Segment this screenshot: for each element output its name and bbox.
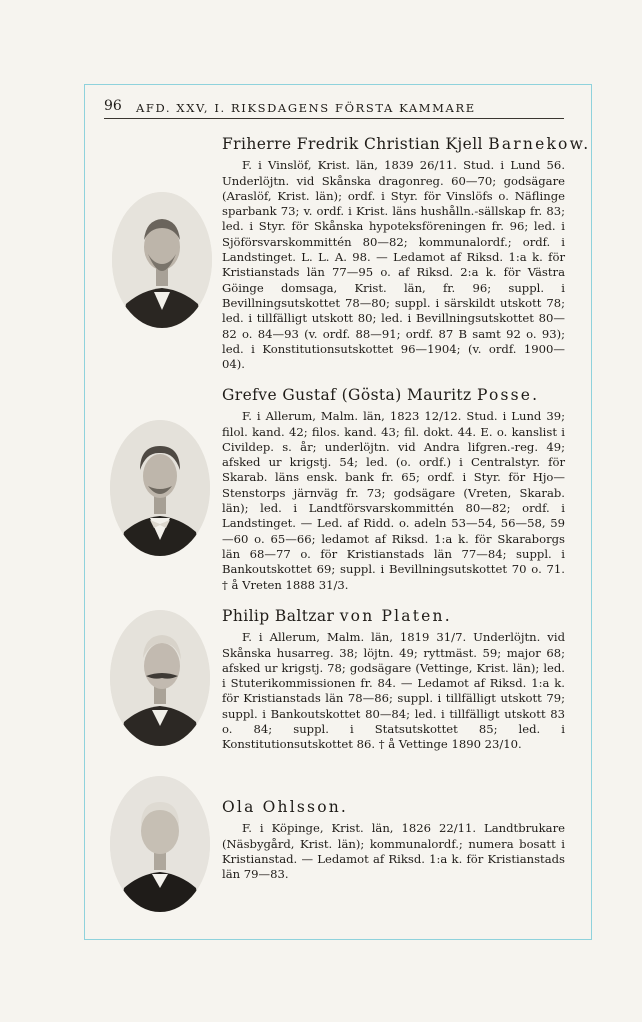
portrait-barnekow <box>112 192 212 328</box>
name-plain: Grefve Gustaf (Gösta) Mauritz <box>222 386 477 404</box>
name-plain: Friherre Fredrik Christian Kjell <box>222 135 489 153</box>
entry-biography: F. i Köpinge, Krist. län, 1826 22/11. Landtbrukare (Näsbygård, Krist. län); kommunalordf.; numera bosatt i Kristianstad. — Ledamot af Riksd. 1:a k. för Kristianstads län 79—83. <box>222 821 565 882</box>
name-spaced: Posse. <box>476 386 540 404</box>
entry-barnekow <box>222 135 591 372</box>
running-title: AFD. XXV, I. RIKSDAGENS FÖRSTA KAMMARE <box>136 101 476 115</box>
portrait-ohlsson <box>110 776 210 912</box>
entry-biography: F. i Allerum, Malm. län, 1819 31/7. Underlöjtn. vid Skånska husarreg. 38; löjtn. 49; ryttmäst. 59; major 68; afsked ur krigstj. 78; godsägare (Vettinge, Krist. län); led. i Stuterikommissionen fr. 84. — Ledamot af Riksd. 1:a k. för Kristianstads län 78—86; suppl. i tillfälligt utskott 79; suppl. i Bankoutskottet 80—84; led. i tillfälligt utskott 83 o. 84; suppl. i Statsutskottet 85; led. i Konstitutionsutskottet 86. † å Vettinge 1890 23/10. <box>222 630 565 752</box>
portrait-image <box>110 610 210 746</box>
entry-name <box>222 135 591 153</box>
name-spaced: Ola Ohlsson. <box>222 798 349 816</box>
entry-name <box>222 388 565 403</box>
portrait-image <box>110 776 210 912</box>
portrait-von-platen <box>110 610 210 746</box>
name-spaced: von Platen. <box>339 607 452 625</box>
entry-posse <box>222 388 565 593</box>
name-spaced: Barnekow. <box>488 135 591 153</box>
entry-biography: F. i Allerum, Malm. län, 1823 12/12. Stud. i Lund 39; filol. kand. 42; filos. kand. 43; fil. dokt. 44. E. o. kanslist i Civildep. s. år; underlöjtn. vid Andra lifgren.-reg. 49; afsked ur krigstj. 54; led. (o. ordf.) i Centralstyr. för Skarab. läns ensk. bank fr. 65; ordf. i Styr. för Hjo—Stenstorps järnväg fr. 73; godsägare (Vreten, Skarab. län); led. i Landtförsvarskommittén 80—82; ordf. i Landstinget. — Led. af Ridd. o. adeln 53—54, 56—58, 59—60 o. 65—66; ledamot af Riksd. 1:a k. för Skaraborgs län 68—77 o. för Kristianstads län 77—84; suppl. i Bankoutskottet 69; suppl. i Bevillningsutskottet 70 o. 71. † å Vreten 1888 31/3. <box>222 409 565 592</box>
portrait-image <box>112 192 212 328</box>
entry-ohlsson <box>222 800 565 882</box>
name-plain: Philip Baltzar <box>222 607 340 625</box>
portrait-posse <box>110 420 210 556</box>
portrait-image <box>110 420 210 556</box>
entry-biography: F. i Vinslöf, Krist. län, 1839 26/11. Stud. i Lund 56. Underlöjtn. vid Skånska dragonreg. 60—70; godsägare (Araslöf, Krist. län); ordf. i Styr. för Vinslöfs o. Näflinge sparbank 73; v. ordf. i Krist. läns hushålln.-sällskap fr. 83; led. i Styr. för Skånska hypoteksföreningen fr. 96; led. i Sjöförsvarskommittén 80—82; kommunalordf.; ordf. i Landstinget. L. L. A. 98. — Ledamot af Riksd. 1:a k. för Kristianstads län 77—95 o. af Riksd. 2:a k. för Västra Göinge domsaga, Krist. län, fr. 96; suppl. i Bevillningsutskottet 78—80; suppl. i särskildt utskott 78; led. i tillfälligt utskott 80; led. i Bevillningsutskottet 80—82 o. 84—93 (v. ordf. 88—91; ordf. 87 B samt 92 o. 93); led. i Konstitutionsutskottet 96—1904; (v. ordf. 1900—04). <box>222 158 565 372</box>
running-header <box>104 96 564 119</box>
entry-name <box>222 609 565 624</box>
entry-von-platen <box>222 609 565 753</box>
entry-name <box>222 800 565 815</box>
page-number: 96 <box>104 98 122 114</box>
